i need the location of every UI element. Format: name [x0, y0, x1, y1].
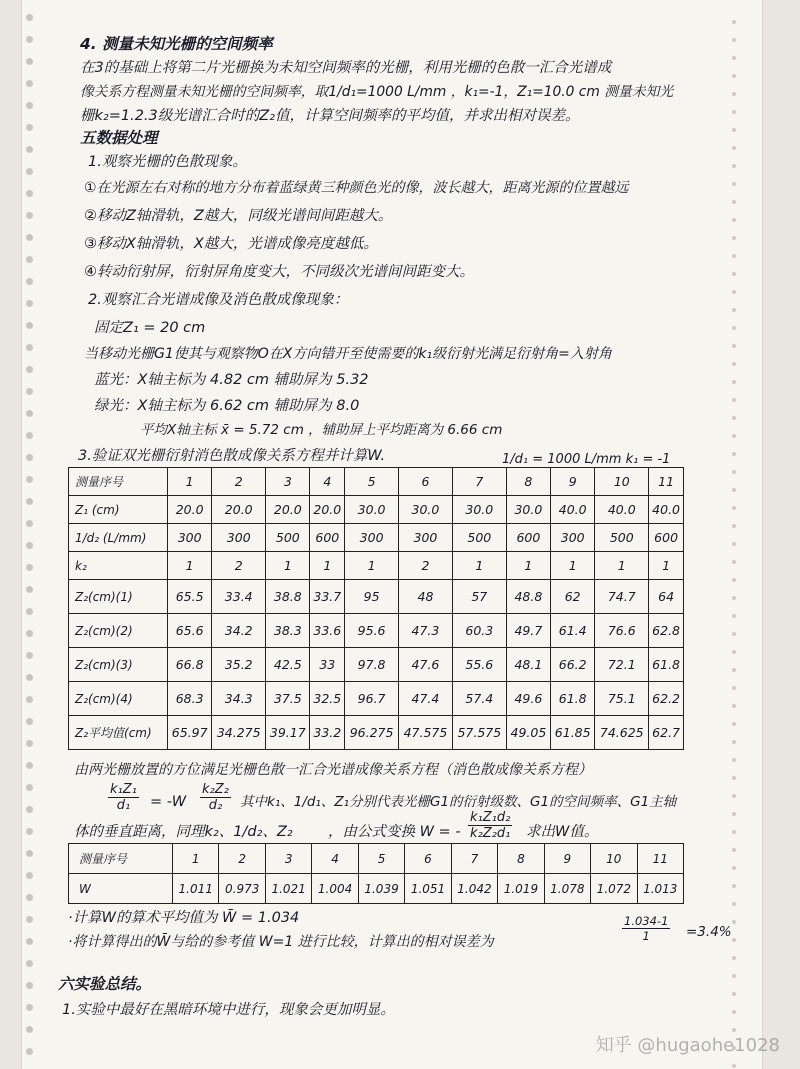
observation-1: ①在光源左右对称的地方分布着蓝绿黄三种颜色光的像，波长越大，距离光源的位置越远 — [84, 180, 629, 196]
row-label: Z₂(cm)(1) — [69, 580, 168, 614]
table-cell: 62.2 — [649, 682, 684, 716]
table-cell: 0.973 — [219, 874, 265, 904]
table-cell: 30.0 — [506, 496, 550, 524]
table-cell: 57.575 — [452, 716, 506, 750]
table-cell: 38.3 — [266, 614, 310, 648]
margin-dot — [732, 938, 736, 942]
table-cell: 500 — [595, 524, 649, 552]
margin-dot — [732, 668, 736, 672]
binder-hole — [26, 124, 33, 131]
table-cell: 38.8 — [266, 580, 310, 614]
margin-dot — [732, 992, 736, 996]
table-cell: 1 — [506, 552, 550, 580]
row-label: 测量序号 — [69, 468, 168, 496]
margin-dot — [732, 812, 736, 816]
table-cell: 6 — [399, 468, 453, 496]
binder-hole — [26, 234, 33, 241]
table-cell: 74.7 — [595, 580, 649, 614]
relative-error-fraction — [622, 914, 670, 943]
margin-dot — [732, 416, 736, 420]
column-header: 11 — [637, 844, 683, 874]
table-row — [69, 682, 684, 716]
table-cell: 40.0 — [551, 496, 595, 524]
binder-hole — [26, 432, 33, 439]
margin-dot — [732, 290, 736, 294]
mean-w: ·计算W的算术平均值为 W̄ = 1.034 — [68, 910, 300, 926]
table-cell: 2 — [212, 468, 266, 496]
equation-middle: = -W — [150, 794, 187, 810]
binder-hole — [26, 1048, 33, 1055]
binder-hole — [26, 894, 33, 901]
table-row — [69, 580, 684, 614]
margin-dot — [732, 182, 736, 186]
equation-lhs-numerator: k₁Z₁ — [110, 782, 137, 797]
table-cell: 600 — [506, 524, 550, 552]
table-cell: 1.078 — [544, 874, 590, 904]
margin-dot — [732, 380, 736, 384]
table-cell: 11 — [649, 468, 684, 496]
table-cell: 95 — [345, 580, 399, 614]
observation-2: ②移动Z轴滑轨，Z越大，同级光谱间间距越大。 — [84, 208, 393, 224]
table-cell: 1.042 — [451, 874, 497, 904]
watermark: 知乎 @hugaohe1028 — [595, 1035, 780, 1056]
table-cell: 97.8 — [345, 648, 399, 682]
margin-dot — [732, 578, 736, 582]
comparison-note: ·将计算得出的W̄与给的参考值 W=1 进行比较，计算出的相对误差为 — [68, 934, 494, 950]
part-3-title: 3.验证双光栅衍射消色散成像关系方程并计算W. — [78, 448, 386, 464]
table-cell: 3 — [266, 468, 310, 496]
equation-rhs-denominator: d₂ — [208, 798, 223, 813]
table-cell: 47.3 — [399, 614, 453, 648]
margin-dot — [732, 20, 736, 24]
table-cell: 49.7 — [506, 614, 550, 648]
table-cell: 40.0 — [595, 496, 649, 524]
grating-move-note: 当移动光栅G1使其与观察物O在X方向错开至使需要的k₁级衍射光满足衍射角=入射角 — [84, 346, 612, 362]
margin-dot — [732, 542, 736, 546]
table-cell: 96.275 — [345, 716, 399, 750]
margin-dot — [732, 488, 736, 492]
binder-hole — [26, 1026, 33, 1033]
green-light-reading: 绿光：X轴主标为 6.62 cm 辅助屏为 8.0 — [94, 398, 360, 414]
table-cell: 300 — [551, 524, 595, 552]
table-row — [69, 716, 684, 750]
column-header: 3 — [265, 844, 311, 874]
table-cell: 30.0 — [399, 496, 453, 524]
binder-hole — [26, 938, 33, 945]
table-cell: 62 — [551, 580, 595, 614]
row-label: 测量序号 — [69, 844, 173, 874]
table-cell: 65.6 — [168, 614, 212, 648]
section-4-line-3: 栅k₂=1.2.3级光谱汇合时的Z₂值，计算空间频率的平均值，并求出相对误差。 — [80, 108, 580, 124]
binder-hole — [26, 586, 33, 593]
table-cell: 95.6 — [345, 614, 399, 648]
margin-dot — [732, 326, 736, 330]
table-cell: 4 — [310, 468, 345, 496]
column-header: 5 — [358, 844, 404, 874]
table-cell: 65.5 — [168, 580, 212, 614]
binder-hole — [26, 278, 33, 285]
table-cell: 35.2 — [212, 648, 266, 682]
margin-dot — [732, 56, 736, 60]
table-cell: 300 — [168, 524, 212, 552]
section-4-line-1: 在3的基础上将第二片光栅换为未知空间频率的光栅，利用光栅的色散一汇合光谱成 — [80, 60, 612, 76]
margin-dot — [732, 470, 736, 474]
table-cell: 68.3 — [168, 682, 212, 716]
margin-dot — [732, 74, 736, 78]
table-cell: 20.0 — [266, 496, 310, 524]
binder-hole — [26, 476, 33, 483]
binder-hole — [26, 520, 33, 527]
table-cell: 2 — [212, 552, 266, 580]
margin-dot — [732, 398, 736, 402]
relative-error-result: =3.4% — [686, 924, 732, 940]
margin-dot — [732, 974, 736, 978]
margin-dot — [732, 902, 736, 906]
table-cell: 39.17 — [266, 716, 310, 750]
table-cell: 42.5 — [266, 648, 310, 682]
margin-dot — [732, 308, 736, 312]
margin-dot — [732, 1010, 736, 1014]
column-header: 2 — [219, 844, 265, 874]
table-cell: 60.3 — [452, 614, 506, 648]
binder-hole — [26, 784, 33, 791]
relation-statement: 由两光栅放置的方位满足光栅色散一汇合光谱成像关系方程（消色散成像关系方程） — [74, 762, 592, 778]
table-cell: 66.2 — [551, 648, 595, 682]
margin-dot — [732, 164, 736, 168]
observation-4: ④转动衍射屏，衍射屏角度变大，不同级次光谱间间距变大。 — [84, 264, 474, 280]
column-header: 6 — [405, 844, 451, 874]
margin-dot — [732, 704, 736, 708]
margin-dot — [732, 38, 736, 42]
binder-hole — [26, 850, 33, 857]
table-cell: 8 — [506, 468, 550, 496]
margin-dot — [732, 776, 736, 780]
binder-hole — [26, 872, 33, 879]
binder-holes — [26, 0, 36, 1069]
w-results-table — [68, 843, 684, 904]
equation-lhs — [108, 782, 139, 813]
margin-dot — [732, 254, 736, 258]
margin-dot — [732, 758, 736, 762]
table-cell: 33.2 — [310, 716, 345, 750]
table-header-row — [69, 844, 684, 874]
margin-dot — [732, 650, 736, 654]
table-cell: 500 — [266, 524, 310, 552]
table-cell: 20.0 — [168, 496, 212, 524]
margin-dots — [732, 0, 742, 1069]
table-cell: 48.1 — [506, 648, 550, 682]
table-cell: 1.011 — [173, 874, 219, 904]
table-cell: 30.0 — [345, 496, 399, 524]
table-cell: 2 — [399, 552, 453, 580]
binder-hole — [26, 454, 33, 461]
binder-hole — [26, 14, 33, 21]
binder-hole — [26, 696, 33, 703]
table-cell: 300 — [399, 524, 453, 552]
equation-rhs — [200, 782, 231, 813]
table-row — [69, 524, 684, 552]
table-cell: 75.1 — [595, 682, 649, 716]
table-cell: 1 — [310, 552, 345, 580]
binder-hole — [26, 498, 33, 505]
variable-note: 体的垂直距离，同理k₂、1/d₂、Z₂ — [74, 824, 293, 840]
w-formula-numerator: k₁Z₁d₂ — [470, 810, 511, 825]
binder-hole — [26, 344, 33, 351]
binder-hole — [26, 212, 33, 219]
column-header: 9 — [544, 844, 590, 874]
notebook-page — [22, 0, 762, 1069]
table-cell: 61.8 — [649, 648, 684, 682]
binder-hole — [26, 608, 33, 615]
binder-hole — [26, 762, 33, 769]
margin-dot — [732, 794, 736, 798]
table-cell: 65.97 — [168, 716, 212, 750]
section-6-heading: 六实验总结。 — [58, 975, 152, 993]
table-cell: 47.6 — [399, 648, 453, 682]
table-cell: 64 — [649, 580, 684, 614]
table-cell: 48 — [399, 580, 453, 614]
equation-rhs-numerator: k₂Z₂ — [202, 782, 229, 797]
table-cell: 10 — [595, 468, 649, 496]
column-header: 8 — [498, 844, 544, 874]
row-label: Z₂平均值(cm) — [69, 716, 168, 750]
table-cell: 9 — [551, 468, 595, 496]
margin-dot — [732, 830, 736, 834]
binder-hole — [26, 322, 33, 329]
section-4-line-2: 像关系方程测量未知光栅的空间频率，取1/d₁=1000 L/mm ，k₁=-1，Z₁=10.0 cm 测量未知光 — [80, 84, 674, 100]
table-cell: 1 — [551, 552, 595, 580]
section-5-heading: 五数据处理 — [80, 129, 158, 147]
margin-dot — [732, 200, 736, 204]
table-cell: 66.8 — [168, 648, 212, 682]
table-cell: 20.0 — [212, 496, 266, 524]
binder-hole — [26, 410, 33, 417]
table-cell: 32.5 — [310, 682, 345, 716]
binder-hole — [26, 828, 33, 835]
margin-dot — [732, 128, 736, 132]
margin-dot — [732, 362, 736, 366]
row-label: Z₁ (cm) — [69, 496, 168, 524]
table-cell: 1.021 — [265, 874, 311, 904]
binder-hole — [26, 718, 33, 725]
margin-dot — [732, 956, 736, 960]
row-label: Z₂(cm)(4) — [69, 682, 168, 716]
table-cell: 96.7 — [345, 682, 399, 716]
solve-w-note: 求出W值。 — [526, 824, 599, 840]
part-1-title: 1.观察光栅的色散现象。 — [88, 154, 247, 170]
equation-lhs-denominator: d₁ — [116, 798, 131, 813]
table-row — [69, 468, 684, 496]
binder-hole — [26, 982, 33, 989]
margin-dot — [732, 92, 736, 96]
table-cell: 300 — [345, 524, 399, 552]
margin-dot — [732, 596, 736, 600]
table-cell: 76.6 — [595, 614, 649, 648]
part-2-title: 2.观察汇合光谱成像及消色散成像现象： — [88, 292, 349, 308]
margin-dot — [732, 272, 736, 276]
column-header: 7 — [451, 844, 497, 874]
section-4-heading: 4. 测量未知光栅的空间频率 — [80, 35, 273, 53]
table-cell: 600 — [649, 524, 684, 552]
table-cell: 600 — [310, 524, 345, 552]
binder-hole — [26, 300, 33, 307]
margin-dot — [732, 524, 736, 528]
relative-error-numerator: 1.034-1 — [624, 914, 669, 928]
table-cell: 61.4 — [551, 614, 595, 648]
table-cell: 37.5 — [266, 682, 310, 716]
table-cell: 57.4 — [452, 682, 506, 716]
margin-dot — [732, 110, 736, 114]
margin-dot — [732, 632, 736, 636]
binder-hole — [26, 168, 33, 175]
binder-hole — [26, 102, 33, 109]
table-cell: 1 — [168, 552, 212, 580]
margin-dot — [732, 884, 736, 888]
margin-dot — [732, 722, 736, 726]
margin-dot — [732, 848, 736, 852]
table-cell: 61.85 — [551, 716, 595, 750]
table-row — [69, 552, 684, 580]
column-header: 10 — [591, 844, 637, 874]
binder-hole — [26, 388, 33, 395]
table-cell: 1.013 — [637, 874, 683, 904]
table-cell: 1 — [649, 552, 684, 580]
margin-dot — [732, 686, 736, 690]
margin-dot — [732, 740, 736, 744]
binder-hole — [26, 674, 33, 681]
part-3-conditions: 1/d₁ = 1000 L/mm k₁ = -1 — [502, 452, 671, 467]
row-label: k₂ — [69, 552, 168, 580]
table-cell: 62.7 — [649, 716, 684, 750]
table-cell: 1 — [266, 552, 310, 580]
binder-hole — [26, 542, 33, 549]
transform-note: ，由公式变换 W = - — [328, 824, 461, 840]
relative-error-denominator: 1 — [642, 929, 650, 943]
table-row — [69, 496, 684, 524]
table-cell: 33 — [310, 648, 345, 682]
margin-dot — [732, 434, 736, 438]
fixed-z1-note: 固定Z₁ = 20 cm — [94, 320, 206, 336]
margin-dot — [732, 614, 736, 618]
table-cell: 61.8 — [551, 682, 595, 716]
table-cell: 1.051 — [405, 874, 451, 904]
binder-hole — [26, 960, 33, 967]
margin-dot — [732, 920, 736, 924]
column-header: 1 — [173, 844, 219, 874]
observation-3: ③移动X轴滑轨，X越大，光谱成像亮度越低。 — [84, 236, 378, 252]
blue-light-reading: 蓝光：X轴主标为 4.82 cm 辅助屏为 5.32 — [94, 372, 369, 388]
binder-hole — [26, 1004, 33, 1011]
table-cell: 5 — [345, 468, 399, 496]
average-reading: 平均X轴主标 x̄ = 5.72 cm ，辅助屏上平均距离为 6.66 cm — [140, 422, 503, 438]
margin-dot — [732, 218, 736, 222]
binder-hole — [26, 740, 33, 747]
table-cell: 49.05 — [506, 716, 550, 750]
table-cell: 72.1 — [595, 648, 649, 682]
binder-hole — [26, 366, 33, 373]
row-label: W — [69, 874, 173, 904]
table-cell: 57 — [452, 580, 506, 614]
column-header: 4 — [312, 844, 358, 874]
binder-hole — [26, 256, 33, 263]
table-cell: 62.8 — [649, 614, 684, 648]
binder-hole — [26, 190, 33, 197]
binder-hole — [26, 652, 33, 659]
table-cell: 47.575 — [399, 716, 453, 750]
binder-hole — [26, 58, 33, 65]
table-row — [69, 874, 684, 904]
margin-dot — [732, 146, 736, 150]
margin-dot — [732, 344, 736, 348]
binder-hole — [26, 630, 33, 637]
margin-dot — [732, 236, 736, 240]
table-cell: 74.625 — [595, 716, 649, 750]
table-cell: 47.4 — [399, 682, 453, 716]
table-cell: 1 — [595, 552, 649, 580]
table-cell: 33.4 — [212, 580, 266, 614]
margin-dot — [732, 560, 736, 564]
margin-dot — [732, 866, 736, 870]
equation-explanation: 其中k₁、1/d₁、Z₁分别代表光栅G1的衍射级数、G1的空间频率、G1主轴 — [240, 794, 677, 810]
table-cell: 1.004 — [312, 874, 358, 904]
table-row — [69, 614, 684, 648]
margin-dot — [732, 1064, 736, 1068]
margin-dot — [732, 452, 736, 456]
table-cell: 33.6 — [310, 614, 345, 648]
table-cell: 33.7 — [310, 580, 345, 614]
table-cell: 49.6 — [506, 682, 550, 716]
binder-hole — [26, 916, 33, 923]
row-label: Z₂(cm)(3) — [69, 648, 168, 682]
summary-point-1: 1.实验中最好在黑暗环境中进行，现象会更加明显。 — [62, 1002, 395, 1018]
table-cell: 55.6 — [452, 648, 506, 682]
table-cell: 1 — [168, 468, 212, 496]
table-cell: 1 — [452, 552, 506, 580]
table-cell: 1.039 — [358, 874, 404, 904]
table-cell: 500 — [452, 524, 506, 552]
table-row — [69, 648, 684, 682]
w-formula-denominator: k₂Z₂d₁ — [470, 826, 511, 841]
table-cell: 20.0 — [310, 496, 345, 524]
table-cell: 30.0 — [452, 496, 506, 524]
table-cell: 34.2 — [212, 614, 266, 648]
row-label: Z₂(cm)(2) — [69, 614, 168, 648]
table-cell: 34.3 — [212, 682, 266, 716]
margin-dot — [732, 506, 736, 510]
measurement-table — [68, 467, 684, 750]
table-cell: 48.8 — [506, 580, 550, 614]
table-cell: 300 — [212, 524, 266, 552]
table-cell: 1 — [345, 552, 399, 580]
binder-hole — [26, 80, 33, 87]
table-cell: 1.072 — [591, 874, 637, 904]
row-label: 1/d₂ (L/mm) — [69, 524, 168, 552]
w-formula — [468, 810, 512, 841]
binder-hole — [26, 36, 33, 43]
binder-hole — [26, 564, 33, 571]
table-cell: 40.0 — [649, 496, 684, 524]
table-cell: 34.275 — [212, 716, 266, 750]
table-cell: 1.019 — [498, 874, 544, 904]
binder-hole — [26, 806, 33, 813]
table-cell: 7 — [452, 468, 506, 496]
binder-hole — [26, 146, 33, 153]
